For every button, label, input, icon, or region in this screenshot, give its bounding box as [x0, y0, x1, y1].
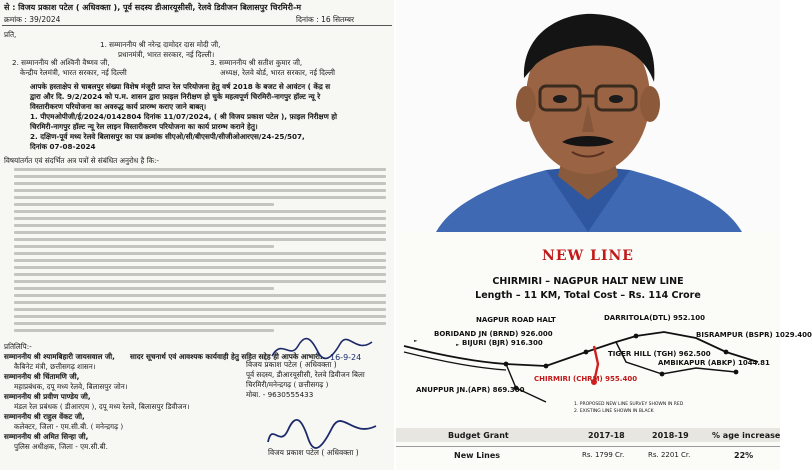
reference-line: दिनांक 07-08-2024: [30, 142, 96, 151]
letter-body-text-line: [14, 266, 386, 269]
letter-body-text-line: [14, 280, 386, 283]
subject-line: द्वारा और दि. 9/2/2024 को प.म. शासन द्वारा फ़ाइल निरीक्षण हो चुके महत्वपूर्ण चिरमिरी-नागपुर हॉल्ट न्यू रे: [30, 92, 321, 101]
portrait-illustration: [396, 0, 780, 232]
letter-body-text-line: [14, 294, 386, 297]
new-line-panel: [396, 232, 812, 470]
reference-line: चिरमिरी-नागपुर हॉल्ट न्यू रेल लाइन विस्तारीकरण परियोजना का कार्य प्रारम्भ कराने हेतु।: [30, 122, 258, 131]
letter-to-label: प्रति,: [4, 30, 17, 39]
map-note: 2. EXISTING LINE SHOWN IN BLACK: [574, 409, 654, 414]
budget-cell: 22%: [734, 451, 754, 460]
letter-body-text-line: [14, 224, 386, 227]
signature-post-line: चिरमिरी/मनेन्द्रगढ़ ( छत्तीसगढ़ ): [246, 380, 329, 389]
svg-text:►: ►: [414, 339, 418, 344]
letter-body-text-line: [14, 175, 386, 178]
letter-document: [0, 0, 394, 470]
svg-text:►: ►: [456, 343, 460, 348]
letter-body-text-line: [14, 308, 386, 311]
station-label: BORIDAND JN (BRND) 926.000: [434, 330, 553, 338]
addressee-pm-post: प्रधानमंत्री, भारत सरकार, नई दिल्ली।: [118, 50, 215, 59]
panel-summary: Length – 11 KM, Total Cost – Rs. 114 Crore: [475, 290, 701, 301]
station-label: AMBIKAPUR (ABKP) 1044.81: [658, 359, 770, 367]
station-label: NAGPUR ROAD HALT: [476, 316, 556, 324]
signature-scribble-2: [262, 418, 382, 452]
budget-header-cell: 2017-18: [588, 431, 625, 440]
addressee-pm: 1. सम्माननीय श्री नरेन्द्र दामोदर दास मोदी जी,: [100, 40, 221, 49]
letter-body-text-line: [14, 287, 274, 290]
letter-body-text-line: [14, 189, 386, 192]
signature-post-line: मोबा. - 9630555433: [246, 390, 314, 399]
letter-body-text-line: [14, 301, 386, 304]
letter-body-text-line: [14, 329, 274, 332]
station-label: BISRAMPUR (BSPR) 1029.400: [696, 331, 812, 339]
addressee-board-post: अध्यक्ष, रेलवे बोर्ड, भारत सरकार, नई दिल्ली: [220, 68, 335, 77]
copy-recipient-line: सम्माननीय श्री चिंतामणि जी,: [4, 372, 80, 381]
reference-line: 2. दक्षिण-पूर्व मध्य रेलवे बिलासपुर का पत्र क्रमांक सीएओ/सी/बीएसपी/सीजीओआरएस/24-25/507,: [30, 132, 305, 141]
addressee-rail-minister-post: केन्द्रीय रेलमंत्री, भारत सरकार, नई दिल्ली: [20, 68, 127, 77]
copy-recipient-line: सम्माननीय श्री राहुल वेंकट जी,: [4, 412, 85, 421]
letter-body-text-line: [14, 210, 386, 213]
copy-recipient-line: कलेक्टर, जिला - एम.सी.बी. ( मनेन्द्रगढ़ ): [14, 422, 124, 431]
letter-body-text-line: [14, 196, 386, 199]
letter-body-intro: विषयांतर्गत एवं संदर्भित अत्र पत्रों से संबंधित अनुरोध है कि:-: [4, 156, 159, 165]
budget-header-cell: Budget Grant: [448, 431, 509, 440]
letter-divider: [2, 25, 392, 26]
signature-name-2: विजय प्रकाश पटेल ( अधिवक्ता ): [268, 448, 359, 457]
signature-name: विजय प्रकाश पटेल ( अधिवक्ता ): [246, 360, 337, 369]
copy-recipient-line: महाप्रबंधक, दपू मध्य रेलवे, बिलासपुर जोन।: [14, 382, 128, 391]
letter-body-text-line: [14, 231, 386, 234]
letter-body-text-line: [14, 238, 386, 241]
budget-cell: New Lines: [454, 451, 501, 460]
subject-line: विस्तारीकरण परियोजना का अवरुद्ध कार्य प्रारम्भ कराए जाने बाबत्।: [30, 102, 207, 111]
copy-recipient-line: सम्माननीय श्री श्यामबिहारी जायसवाल जी,: [4, 352, 115, 361]
letter-closing: सादर सूचनार्थ एवं आवश्यक कार्यवाही हेतु सहित सद्देह ही आपके आभारी...: [130, 352, 329, 361]
station-label: ANUPPUR JN.(APR) 869.300: [416, 386, 525, 394]
letter-body-text-line: [14, 252, 386, 255]
letter-body-text-line: [14, 168, 386, 171]
letter-body-text-line: [14, 182, 386, 185]
panel-route: CHIRMIRI – NAGPUR HALT NEW LINE: [492, 276, 684, 287]
letter-sender-line: से : विजय प्रकाश पटेल ( अधिवक्ता ), पूर्व सदस्य डीआरयूसीसी, रेलवे डिवीजन बिलासपुर चिरमिरी-म: [4, 3, 302, 12]
signature-post-line: पूर्व सदस्य, डीआरयूसीसी, रेलवे डिवीजन बिला: [246, 370, 365, 379]
portrait-photo: [396, 0, 780, 232]
copy-to-label: प्रतिलिपि:-: [4, 342, 32, 351]
budget-cell: Rs. 2201 Cr.: [648, 451, 691, 459]
copy-recipient-line: सम्माननीय श्री अमित सिन्हा जी,: [4, 432, 89, 441]
station-label: DARRITOLA(DTL) 952.100: [604, 314, 705, 322]
letter-date: दिनांक : 16 सितम्बर: [296, 15, 355, 24]
budget-cell: Rs. 1799 Cr.: [582, 451, 625, 459]
copy-recipient-line: मंडल रेल प्रबंधक ( डीआरएम ), दपू मध्य रेलवे, बिलासपुर डिवीजन।: [14, 402, 190, 411]
letter-body-text-line: [14, 273, 386, 276]
signature-date-1: 16-9-24: [330, 353, 362, 362]
copy-recipient-line: सम्माननीय श्री प्रवीण पाण्डेय जी,: [4, 392, 91, 401]
letter-body-text-line: [14, 315, 386, 318]
addressee-rail-minister: 2. सम्माननीय श्री अश्विनी वैष्णव जी,: [12, 58, 110, 67]
letter-ref-no: क्रमांक : 39/2024: [4, 15, 61, 24]
budget-header-cell: 2018-19: [652, 431, 689, 440]
letter-body-text-line: [14, 322, 386, 325]
subject-line: आपके हस्ताक्षेप से चाबलपुर संख्या विशेष मंजूरी प्राप्त रेल परियोजना हेतु वर्ष 2018 के बजट से आवंटन ( केंद्र स: [30, 82, 331, 91]
letter-body-text-line: [14, 217, 386, 220]
addressee-board: 3. सम्माननीय श्री सतीश कुमार जी,: [210, 58, 303, 67]
panel-title: NEW LINE: [542, 248, 634, 264]
letter-body-text-line: [14, 245, 274, 248]
reference-line: 1. पीएमओपीजी/ई/2024/0142804 दिनांक 11/07/2024, ( श्री विजय प्रकाश पटेल ), फ़ाइल निरीक्षण हो: [30, 112, 337, 121]
map-note: 1. PROPOSED NEW LINE SURVEY SHOWN IN RED: [574, 402, 684, 407]
budget-header-cell: % age increase: [712, 431, 781, 440]
letter-body-text-line: [14, 203, 274, 206]
letter-body-text-line: [14, 259, 386, 262]
copy-recipient-line: कैबिनेट मंत्री, छत्तीसगढ़ शासन।: [14, 362, 96, 371]
signature-scribble-1: [268, 336, 378, 362]
copy-recipient-line: पुलिस अधीक्षक, जिला - एम.सी.बी.: [14, 442, 108, 451]
station-label: BIJURI (BJR) 916.300: [462, 339, 543, 347]
station-label-chirmiri: CHIRMIRI (CHRM) 955.400: [534, 375, 638, 383]
station-label: TIGER HILL (TGH) 962.500: [608, 350, 711, 358]
